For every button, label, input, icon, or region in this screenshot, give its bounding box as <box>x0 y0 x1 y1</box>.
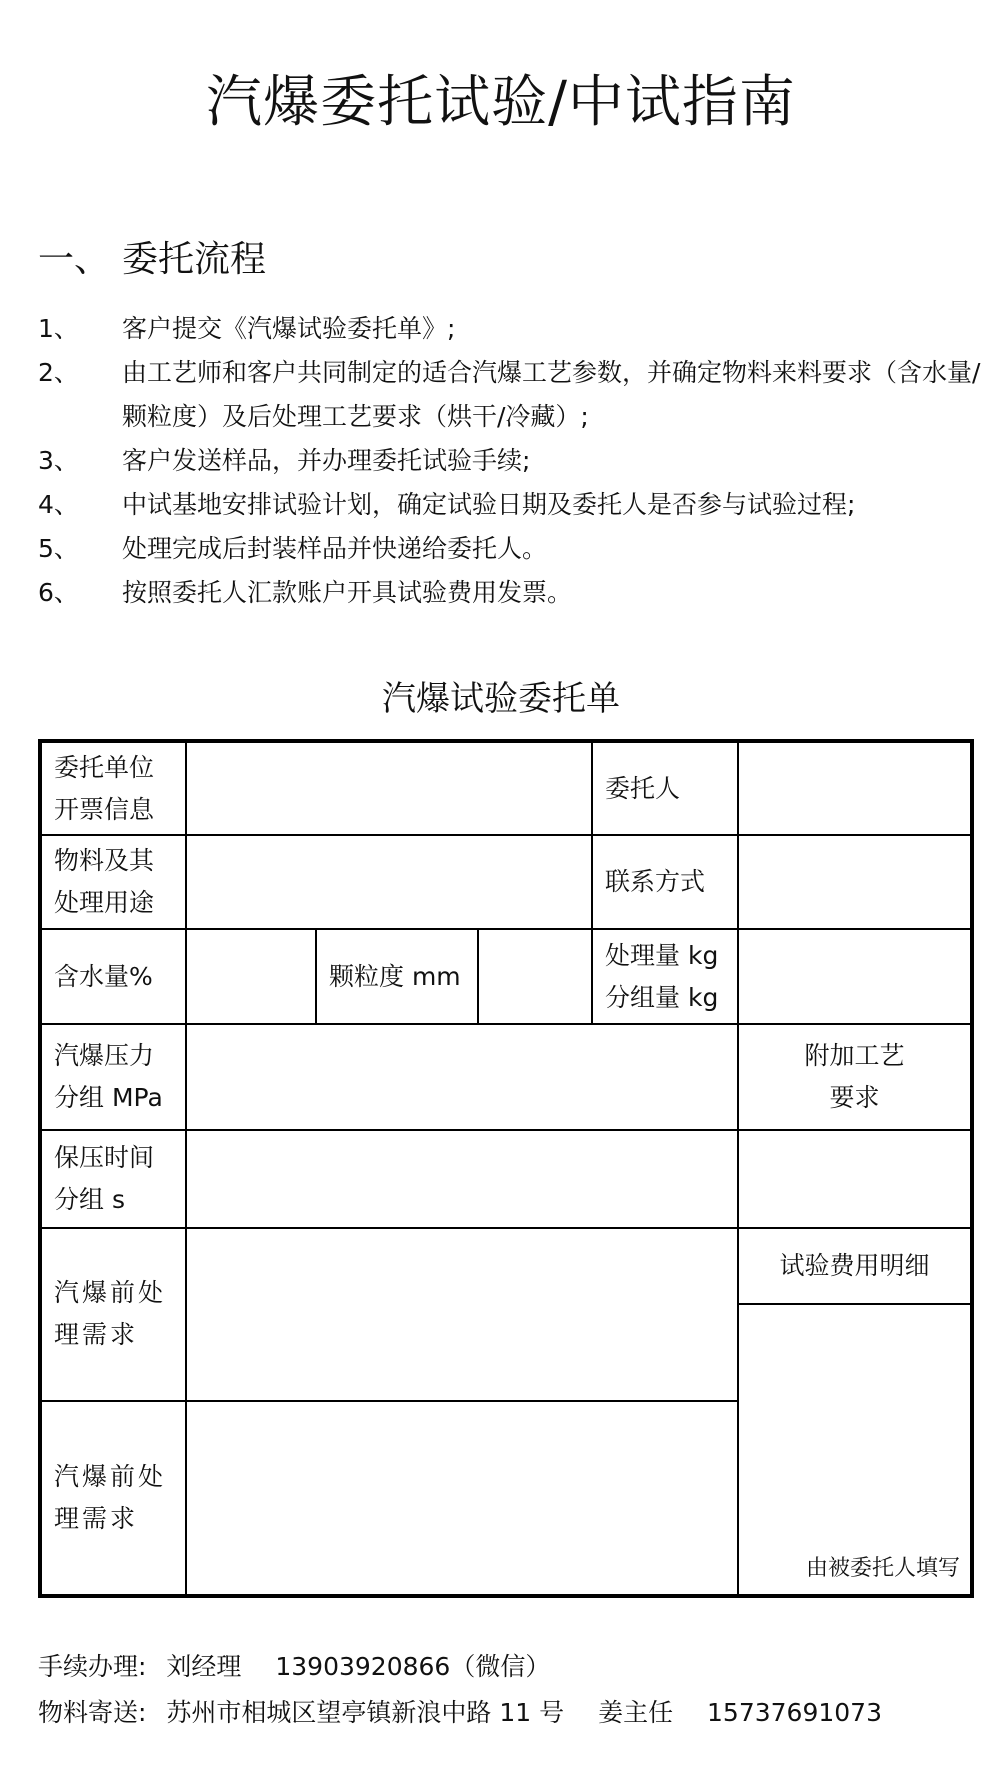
contact-method-label: 联系方式 <box>592 835 738 929</box>
moisture-input[interactable] <box>186 929 316 1023</box>
section-number: 一、 <box>38 239 111 280</box>
shipping-phone: 15737691073 <box>707 1698 882 1727</box>
process-steps-list <box>38 307 998 615</box>
step-text: 处理完成后封装样品并快递给委托人。 <box>122 534 548 563</box>
step-number: 2、 <box>38 358 79 387</box>
process-step <box>38 571 998 615</box>
process-step <box>38 527 998 571</box>
step-text: 客户提交《汽爆试验委托单》; <box>122 314 456 343</box>
procedure-phone: 13903920866（微信） <box>275 1652 551 1681</box>
form-title: 汽爆试验委托单 <box>382 679 620 719</box>
process-step <box>38 439 998 483</box>
material-usage-label: 物料及其 处理用途 <box>40 835 186 929</box>
hold-time-label: 保压时间 分组 s <box>40 1130 186 1228</box>
step-text: 由工艺师和客户共同制定的适合汽爆工艺参数，并确定物料来料要求（含水量/颗粒度）及后处理工艺要求（烘干/冷藏）; <box>122 358 981 431</box>
step-text: 中试基地安排试验计划，确定试验日期及委托人是否参与试验过程; <box>122 490 856 519</box>
pressure-group-input[interactable] <box>186 1024 738 1130</box>
section-title: 委托流程 <box>122 239 267 280</box>
particle-size-input[interactable] <box>478 929 592 1023</box>
filled-by-note: 由被委托人填写 <box>806 1556 961 1581</box>
page-title: 汽爆委托试验/中试指南 <box>206 70 796 135</box>
procedure-label: 手续办理: <box>38 1652 147 1681</box>
step-number: 5、 <box>38 534 79 563</box>
fee-detail-label: 试验费用明细 <box>738 1228 972 1304</box>
shipping-contact-line <box>38 1693 882 1733</box>
step-text: 按照委托人汇款账户开具试验费用发票。 <box>122 578 573 607</box>
shipping-label: 物料寄送: <box>38 1698 147 1727</box>
fee-detail-area[interactable] <box>738 1304 972 1596</box>
entrusting-person-input[interactable] <box>738 741 972 835</box>
entrusting-person-label: 委托人 <box>592 741 738 835</box>
quantity-input[interactable] <box>738 929 972 1023</box>
pre-treatment-input-a[interactable] <box>186 1228 738 1400</box>
pre-treatment-label-b: 汽爆前处 理需求 <box>40 1401 186 1597</box>
contact-method-input[interactable] <box>738 835 972 929</box>
process-step <box>38 483 998 527</box>
material-usage-input[interactable] <box>186 835 592 929</box>
procedure-name: 刘经理 <box>166 1652 242 1681</box>
pre-treatment-input-b[interactable] <box>186 1401 738 1597</box>
process-step <box>38 351 998 439</box>
pressure-group-label: 汽爆压力 分组 MPa <box>40 1024 186 1130</box>
step-number: 3、 <box>38 446 79 475</box>
particle-size-label: 颗粒度 mm <box>316 929 478 1023</box>
step-number: 4、 <box>38 490 79 519</box>
shipping-name: 姜主任 <box>598 1698 674 1727</box>
pre-treatment-label-a: 汽爆前处 理需求 <box>40 1228 186 1400</box>
quantity-label: 处理量 kg 分组量 kg <box>592 929 738 1023</box>
hold-time-input[interactable] <box>186 1130 738 1228</box>
additional-process-input[interactable] <box>738 1130 972 1228</box>
moisture-label: 含水量% <box>40 929 186 1023</box>
entrust-unit-input[interactable] <box>186 741 592 835</box>
step-text: 客户发送样品，并办理委托试验手续; <box>122 446 531 475</box>
additional-process-label: 附加工艺 要求 <box>738 1024 972 1130</box>
step-number: 6、 <box>38 578 79 607</box>
section-heading <box>38 236 266 284</box>
step-number: 1、 <box>38 314 79 343</box>
entrust-unit-label: 委托单位 开票信息 <box>40 741 186 835</box>
entrust-form-table <box>38 739 974 1598</box>
shipping-address: 苏州市相城区望亭镇新浪中路 11 号 <box>166 1698 565 1727</box>
process-step <box>38 307 998 351</box>
procedure-contact-line <box>38 1647 550 1687</box>
